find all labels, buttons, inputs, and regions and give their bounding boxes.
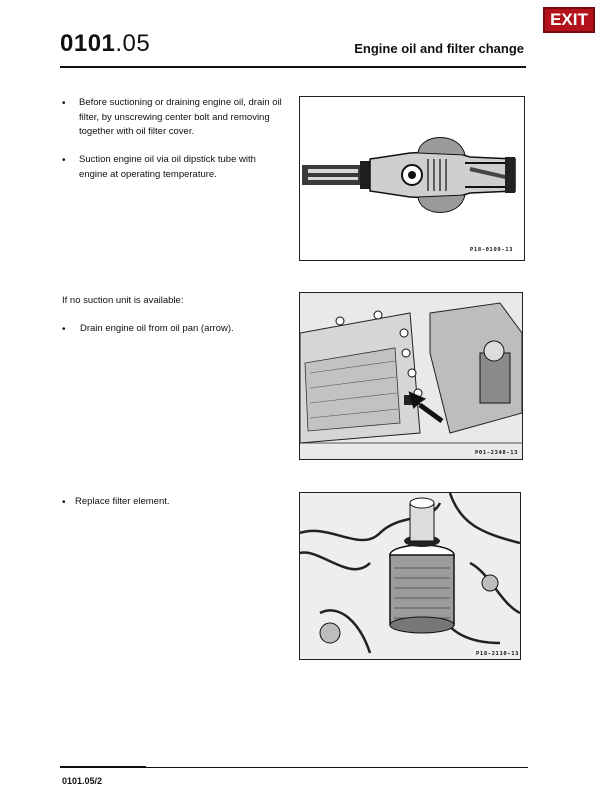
document-number (60, 30, 150, 58)
page-reference: 0101.05/2 (62, 776, 103, 786)
figure-oil-filter (299, 492, 521, 660)
suction-tube-illustration (300, 97, 524, 260)
figure-caption: P18-0109-13 (470, 247, 514, 253)
instruction-text: Suction engine oil via oil dipstick tube with engine at operating temperature. (79, 154, 256, 180)
figure-caption: P01-2348-13 (475, 450, 519, 456)
instruction-text: Before suctioning or draining engine oil, drain oil filter, by unscrewing center bolt and removing together with oil filter cover. (79, 97, 282, 137)
figure-oil-pan (299, 292, 523, 460)
instruction-text: Replace filter element. (75, 496, 170, 507)
oil-pan-illustration (300, 293, 522, 459)
instruction-text: Drain engine oil from oil pan (arrow). (80, 323, 234, 334)
document-number-suffix: .05 (115, 30, 151, 57)
bullet-icon: • (62, 497, 66, 508)
bullet-icon: • (62, 98, 66, 109)
document-number-main: 0101 (60, 30, 116, 57)
bullet-icon: • (62, 324, 66, 335)
intro-text: If no suction unit is available: (62, 295, 184, 306)
page-title: Engine oil and filter change (354, 41, 524, 56)
exit-button[interactable]: EXIT (543, 7, 595, 33)
footer-rule (60, 767, 528, 768)
bullet-icon: • (62, 155, 66, 166)
figure-suction-tube (299, 96, 525, 261)
figure-caption: P18-2110-13 (476, 651, 520, 657)
header-rule (60, 66, 526, 68)
oil-filter-illustration (300, 493, 520, 659)
